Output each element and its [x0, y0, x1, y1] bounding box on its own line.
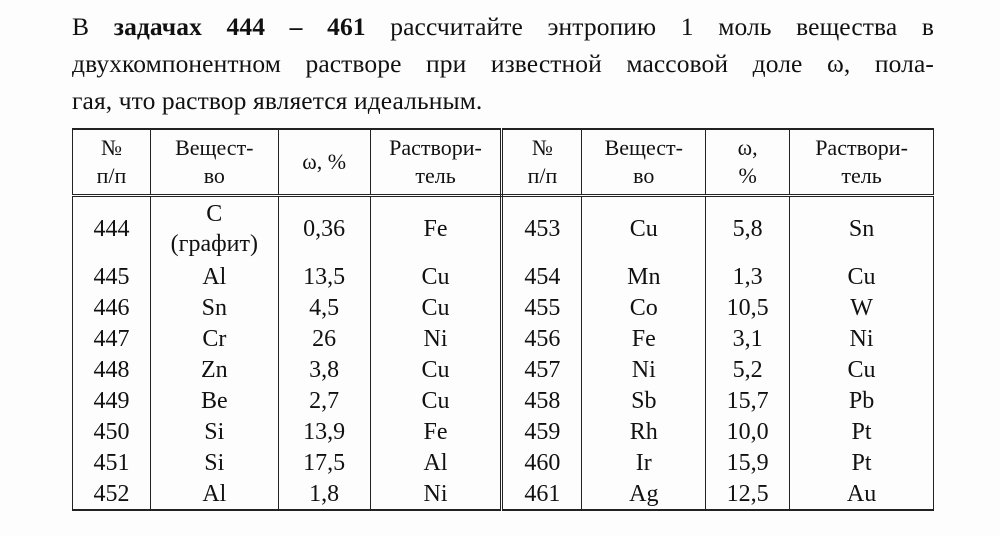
- mass-fraction: 3,1: [706, 323, 790, 354]
- instructions-line-2: двухкомпонентном растворе при известной массовой доле ω, пола-: [72, 49, 934, 78]
- mass-fraction: 2,7: [278, 385, 370, 416]
- table-row: [73, 478, 934, 510]
- substance: Cu: [582, 196, 706, 262]
- substance: Ag: [582, 478, 706, 510]
- substance: Zn: [150, 354, 278, 385]
- problem-number: 461: [502, 478, 582, 510]
- substance: Mn: [582, 261, 706, 292]
- solvent: Cu: [790, 261, 934, 292]
- header-substance-2: Вещест- во: [582, 129, 706, 196]
- mass-fraction: 10,5: [706, 292, 790, 323]
- solvent: Sn: [790, 196, 934, 262]
- substance: Rh: [582, 416, 706, 447]
- table-row: [73, 416, 934, 447]
- table-row: [73, 196, 934, 262]
- solvent: Cu: [370, 292, 502, 323]
- mass-fraction: 12,5: [706, 478, 790, 510]
- mass-fraction: 17,5: [278, 447, 370, 478]
- mass-fraction: 15,7: [706, 385, 790, 416]
- problem-number: 452: [73, 478, 151, 510]
- solvent: Ni: [370, 478, 502, 510]
- problem-number: 460: [502, 447, 582, 478]
- mass-fraction: 0,36: [278, 196, 370, 262]
- table-row: [73, 385, 934, 416]
- solvent: Al: [370, 447, 502, 478]
- header-solvent-1: Раствори- тель: [370, 129, 502, 196]
- problem-number: 454: [502, 261, 582, 292]
- substance: Al: [150, 261, 278, 292]
- substance: C (графит): [150, 196, 278, 262]
- problem-number: 446: [73, 292, 151, 323]
- problem-number: 455: [502, 292, 582, 323]
- mass-fraction: 4,5: [278, 292, 370, 323]
- problem-number: 456: [502, 323, 582, 354]
- header-solvent-2: Раствори- тель: [790, 129, 934, 196]
- problem-number: 459: [502, 416, 582, 447]
- table-row: [73, 292, 934, 323]
- header-substance-1: Вещест- во: [150, 129, 278, 196]
- solvent: Ni: [790, 323, 934, 354]
- task-range: задачах 444 – 461: [113, 12, 366, 41]
- problem-number: 448: [73, 354, 151, 385]
- header-mass-fraction-1: ω, %: [278, 129, 370, 196]
- problem-number: 447: [73, 323, 151, 354]
- solvent: Au: [790, 478, 934, 510]
- substance: Fe: [582, 323, 706, 354]
- problem-number: 449: [73, 385, 151, 416]
- solvent: Pt: [790, 416, 934, 447]
- problem-number: 445: [73, 261, 151, 292]
- instructions-text-1: рассчитайте энтропию 1 моль вещества в: [365, 12, 934, 41]
- problems-table: [72, 128, 934, 511]
- instructions-line-3: гая, что раствор является идеальным.: [72, 86, 483, 115]
- substance: Al: [150, 478, 278, 510]
- solvent: Pb: [790, 385, 934, 416]
- problem-number: 450: [73, 416, 151, 447]
- mass-fraction: 1,8: [278, 478, 370, 510]
- substance: Sn: [150, 292, 278, 323]
- table-row: [73, 261, 934, 292]
- solvent: Cu: [370, 354, 502, 385]
- solvent: Pt: [790, 447, 934, 478]
- solvent: Ni: [370, 323, 502, 354]
- mass-fraction: 1,3: [706, 261, 790, 292]
- substance: Ir: [582, 447, 706, 478]
- problem-number: 458: [502, 385, 582, 416]
- mass-fraction: 3,8: [278, 354, 370, 385]
- problem-number: 451: [73, 447, 151, 478]
- problem-number: 453: [502, 196, 582, 262]
- solvent: Cu: [370, 385, 502, 416]
- problem-number: 457: [502, 354, 582, 385]
- table-row: [73, 447, 934, 478]
- table-row: [73, 323, 934, 354]
- solvent: Cu: [370, 261, 502, 292]
- mass-fraction: 5,8: [706, 196, 790, 262]
- table-header-row: [73, 129, 934, 196]
- mass-fraction: 13,5: [278, 261, 370, 292]
- substance: Ni: [582, 354, 706, 385]
- instructions-line-1: [72, 8, 934, 45]
- header-number-2: № п/п: [502, 129, 582, 196]
- solvent: Fe: [370, 196, 502, 262]
- mass-fraction: 15,9: [706, 447, 790, 478]
- header-number-1: № п/п: [73, 129, 151, 196]
- solvent: W: [790, 292, 934, 323]
- substance: Be: [150, 385, 278, 416]
- mass-fraction: 5,2: [706, 354, 790, 385]
- mass-fraction: 26: [278, 323, 370, 354]
- table-row: [73, 354, 934, 385]
- mass-fraction: 13,9: [278, 416, 370, 447]
- substance: Co: [582, 292, 706, 323]
- solvent: Fe: [370, 416, 502, 447]
- solvent: Cu: [790, 354, 934, 385]
- mass-fraction: 10,0: [706, 416, 790, 447]
- substance: Si: [150, 416, 278, 447]
- substance: Sb: [582, 385, 706, 416]
- instructions-prefix: В: [72, 12, 114, 41]
- task-instructions: [72, 8, 934, 119]
- substance: Si: [150, 447, 278, 478]
- substance: Cr: [150, 323, 278, 354]
- header-mass-fraction-2: ω, %: [706, 129, 790, 196]
- problem-number: 444: [73, 196, 151, 262]
